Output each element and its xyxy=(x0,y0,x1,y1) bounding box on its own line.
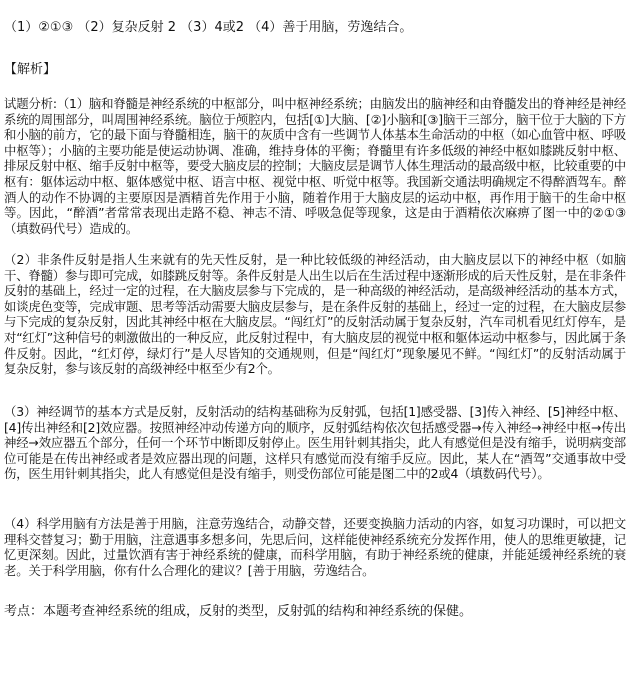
analysis-paragraph-1: 试题分析:（1）脑和脊髓是神经系统的中枢部分，叫中枢神经系统；由脑发出的脑神经和由脊髓发出的脊神经是神经系统的周围部分，叫周围神经系统。脑位于颅腔内，包括[①]大脑、[②]小脑和[③]脑干三部分，脑干位于大脑的下方和小脑的前方，它的最下面与脊髓相连，脑干的灰质中含有一些调节人体基本生命活动的中枢（如心血管中枢、呼吸中枢等）；小脑的主要功能是使运动协调、准确，维持身体的平衡；脊髓里有许多低级的神经中枢如膝跳反射中枢、排尿反射中枢、缩手反射中枢等，要受大脑皮层的控制；大脑皮层是调节人体生理活动的最高级中枢，比较重要的中枢有：躯体运动中枢、躯体感觉中枢、语言中枢、视觉中枢、听觉中枢等。我国新交通法明确规定不得醉酒驾车。醉酒人的动作不协调的主要原因是酒精首先作用于小脑，随着作用于大脑皮层的运动中枢，再作用于脑干的生命中枢等。因此，“醉酒”者常常表现出走路不稳、神志不清、呼吸急促等现象，这是由于酒精依次麻痹了图一中的②①③（填数码代号）造成的。 xyxy=(4,96,626,236)
analysis-paragraph-3: （3）神经调节的基本方式是反射，反射活动的结构基础称为反射弧，包括[1]感受器、[3]传入神经、[5]神经中枢、[4]传出神经和[2]效应器。按照神经冲动传递方向的顺序，反射弧结构依次包括感受器→传入神经→神经中枢→传出神经→效应器五个部分，任何一个环节中断即反射停止。医生用针刺其指尖，此人有感觉但是没有缩手，说明病变部位可能是在传出神经或者是效应器出现的问题，这样只有感觉而没有缩手反应。因此，某人在“酒驾”交通事故中受伤，医生用针刺其指尖，此人有感觉但是没有缩手，则受伤部位可能是图二中的2或4（填数码代号）。 xyxy=(4,404,626,482)
analysis-paragraph-4: （4）科学用脑有方法是善于用脑，注意劳逸结合，动静交替，还要变换脑力活动的内容，如复习功课时，可以把文理科交替复习；勤于用脑，注意遇事多想多问，先思后问，这样能使神经系统充分发挥作用，使人的思维更敏捷，记忆更深刻。因此，过量饮酒有害于神经系统的健康，而科学用脑，有助于神经系统的健康，并能延缓神经系统的衰老。关于科学用脑，你有什么合理化的建议？[善于用脑，劳逸结合。 xyxy=(4,516,626,578)
analysis-heading: 【解析】 xyxy=(4,62,57,77)
analysis-paragraph-2: （2）非条件反射是指人生来就有的先天性反射，是一种比较低级的神经活动，由大脑皮层以下的神经中枢（如脑干、脊髓）参与即可完成，如膝跳反射等。条件反射是人出生以后在生活过程中逐渐形成的后天性反射，是在非条件反射的基础上，经过一定的过程，在大脑皮层参与下完成的，是一种高级的神经活动，是高级神经活动的基本方式，如谈虎色变等，完成审题、思考等活动需要大脑皮层参与，是在条件反射的基础上，经过一定的过程，在大脑皮层参与下完成的复杂反射，因此其神经中枢在大脑皮层。“闯红灯”的反射活动属于复杂反射，汽车司机看见红灯停车，是对“红灯”这种信号的刺激做出的一种反应，此反射过程中，有大脑皮层的视觉中枢和躯体运动中枢参与，因此属于条件反射。因此，“红灯停，绿灯行”是人尽皆知的交通规则，但是“闯红灯”现象屡见不鲜。“闯红灯”的反射活动属于复杂反射，参与该反射的高级神经中枢至少有2个。 xyxy=(4,252,626,377)
answer-line: （1）②①③ （2）复杂反射 2 （3）4或2 （4）善于用脑，劳逸结合。 xyxy=(4,20,413,35)
keypoint-line: 考点：本题考查神经系统的组成，反射的类型，反射弧的结构和神经系统的保健。 xyxy=(4,604,473,619)
